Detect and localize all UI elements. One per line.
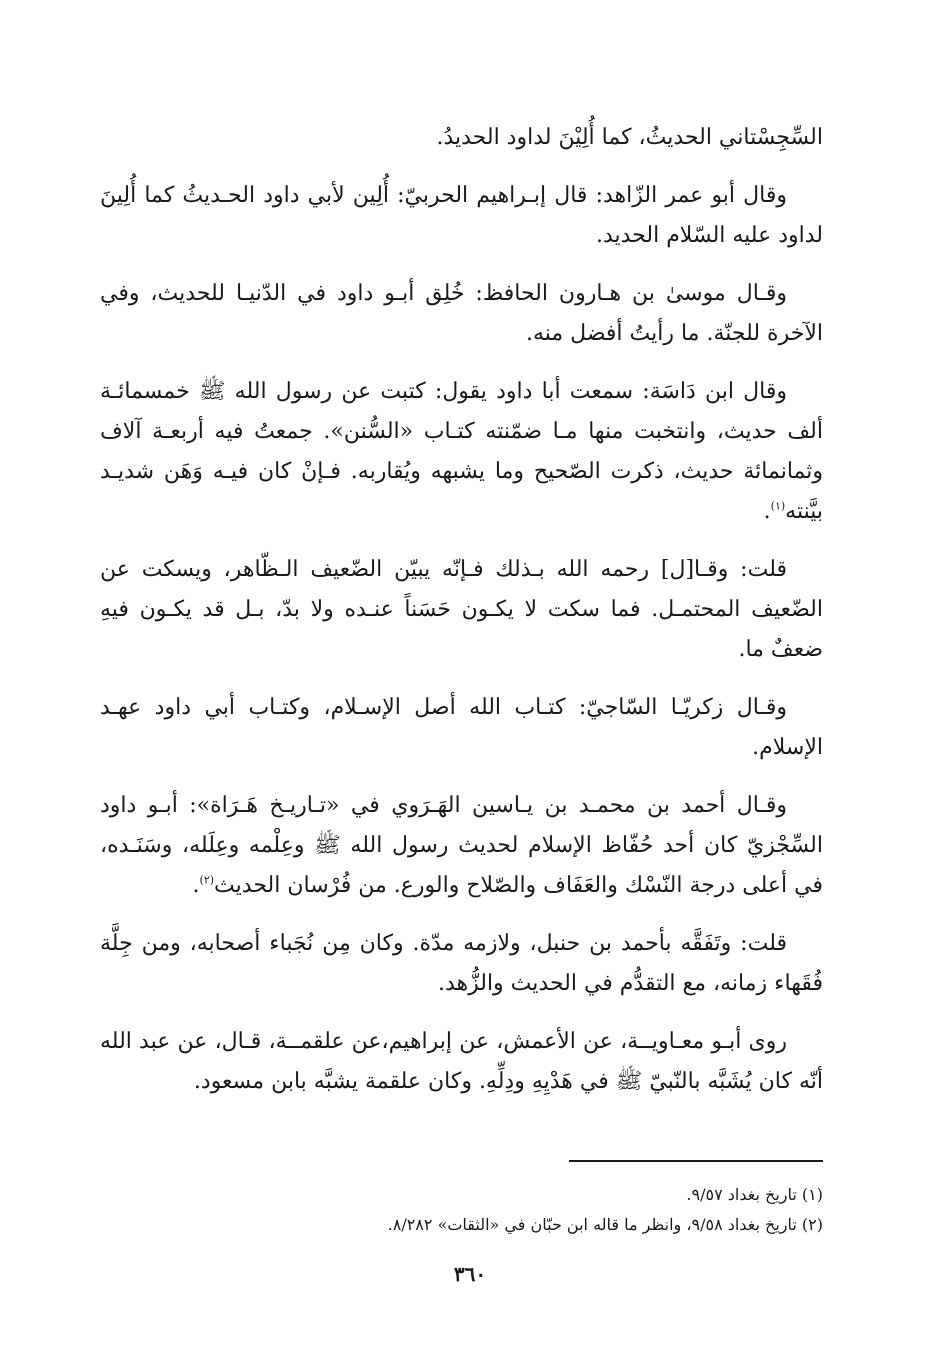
paragraph-8-text: قلت: وتَفَقَّه بأحمد بن حنبل، ولازمه مدّة. وكان مِن نُجَباء أصحابه، ومن جِلَّة فُقَهاء زمانه، مع التقدُّم في الحديث والزُّهد. [100, 931, 823, 996]
footnote-divider [569, 1160, 823, 1162]
footnote-1: (١) تاريخ بغداد ٩/٥٧. [686, 1185, 823, 1204]
paragraph-8 [100, 924, 823, 1004]
paragraph-1 [100, 118, 823, 158]
paragraph-3 [100, 274, 823, 354]
paragraph-7-tail: . [192, 873, 200, 898]
paragraph-2-text: وقال أبو عمر الزّاهد: قال إبـراهيم الحربيّ: أُلِين لأبي داود الحـديثُ كما أُلِينَ لداود عليه السّلام الحديد. [100, 183, 823, 248]
paragraph-9-text: روى أبـو معـاويــة، عن الأعمش، عن إبراهيم،عن علقمــة، قـال، عن عبد الله أنّه كان يُشَبَّه بالنّبيّ ﷺ في هَدْيِهِ ودِلِّهِ. وكان علقمة يشبَّه بابن مسعود. [100, 1029, 823, 1094]
main-text [100, 118, 823, 1120]
paragraph-3-text: وقـال موسىٰ بن هـارون الحافظ: خُلِق أبـو داود في الدّنيـا للحديث، وفي الآخرة للجنّة. ما رأيتُ أفضل منه. [100, 281, 823, 346]
paragraph-7 [100, 786, 823, 906]
paragraph-5-text: قلت: وقـا[ل] رحمه الله بـذلك فـإنّه يبيّن الضّعيف الـظّاهر، ويسكت عن الضّعيف المحتمـل. فما سكت لا يكـون حَسَناً عنـده ولا بدّ، بـل قد يكـون فيهِ ضعفٌ ما. [100, 557, 823, 662]
paragraph-6-text: وقـال زكريّـا السّاجيّ: كتـاب الله أصل الإسـلام، وكتـاب أبي داود عهـد الإسلام. [100, 695, 823, 760]
paragraph-1-text: السِّجِسْتاني الحديثُ، كما أُلِيْنَ لداود الحديدُ. [436, 125, 823, 150]
footnote-ref-2[interactable]: (٢) [199, 873, 215, 887]
paragraph-5 [100, 550, 823, 670]
footnote-ref-1[interactable]: (١) [770, 499, 786, 513]
paragraph-2 [100, 176, 823, 256]
paragraph-6 [100, 688, 823, 768]
footnotes-section [100, 1160, 823, 1240]
paragraph-4-text: وقال ابن دَاسَة: سمعت أبا داود يقول: كتبت عن رسول الله ﷺ خمسمائـة ألف حديث، وانتخبت منها مـا ضمّنته كتـاب «السُّنن». جمعتُ فيه أربعـة آلاف وثمانمائة حديث، ذكرت الصّحيح وما يشبهه ويُقاربه. فـإنْ كان فيـه وَهَن شديـد بيَّنته [100, 379, 823, 524]
paragraph-4-tail: . [763, 499, 771, 524]
page-number: ٣٦٠ [453, 1262, 487, 1286]
paragraph-4 [100, 372, 823, 532]
paragraph-9 [100, 1022, 823, 1102]
paragraph-7-text: وقـال أحمد بن محمـد بن يـاسين الهَـرَوي في «تـاريـخ هَـرَاة»: أبـو داود السِّجْزيّ كان أحد حُفّاظ الإسلام لحديث رسول الله ﷺ وعِلْمه وعِلَله، وسَنَـده، في أعلى درجة النّسْك والعَفَاف والصّلاح والورع. من فُرْسان الحديث [100, 793, 823, 898]
footnote-2: (٢) تاريخ بغداد ٩/٥٨، وانظر ما قاله ابن حبّان في «الثقات» ٨/٢٨٢. [387, 1215, 823, 1234]
